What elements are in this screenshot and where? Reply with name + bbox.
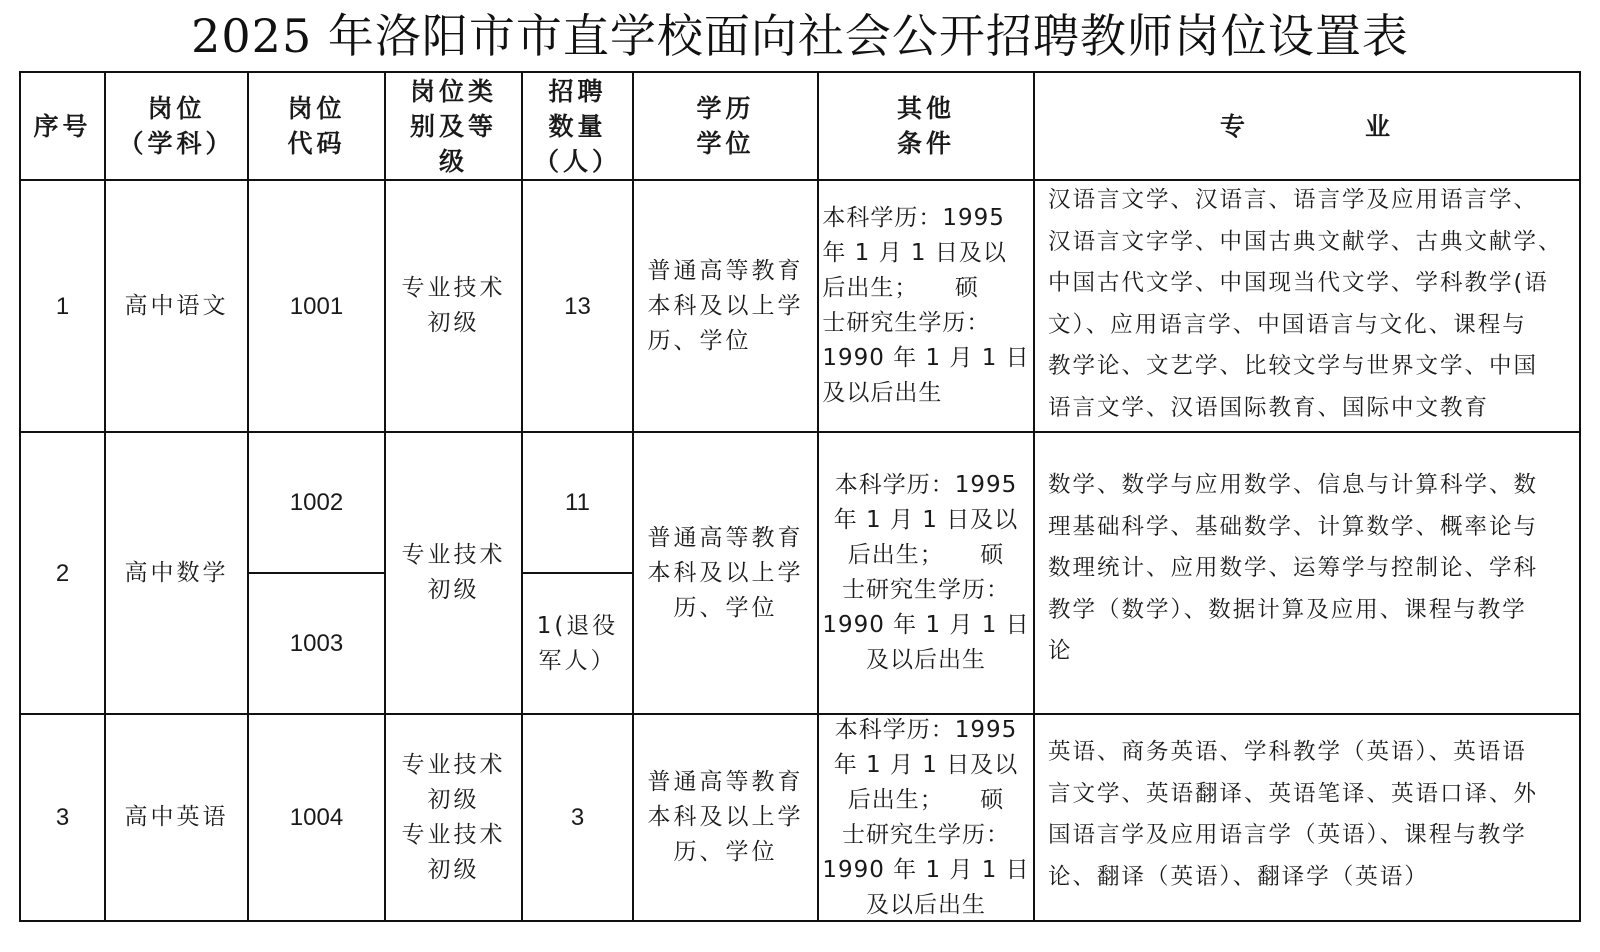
row2-major-line: 教学（数学）、数据计算及应用、课程与教学	[1048, 596, 1527, 623]
row1-other	[818, 180, 1034, 432]
row2-code-b-value: 1003	[289, 630, 344, 657]
header-post-line: 岗位	[147, 94, 206, 123]
row3-other-line: 士研究生学历：	[841, 821, 1010, 848]
row3-other-line: 后出生； 硕	[847, 786, 1005, 813]
header-major	[1034, 72, 1580, 180]
row3-other	[818, 714, 1034, 921]
row1-other-line: 年 1 月 1 日及以	[822, 240, 1007, 266]
header-category-line: 别及等	[409, 111, 497, 141]
header-code-line: 代码	[287, 129, 346, 158]
row1-seq-value: 1	[55, 292, 70, 320]
header-count-line: （人）	[533, 146, 621, 176]
row3-education-line: 普通高等教育	[647, 769, 804, 795]
header-other	[818, 72, 1034, 180]
row2-count-a	[522, 432, 633, 573]
row2-seq	[20, 432, 105, 714]
row1-count	[522, 180, 633, 432]
row2-seq-value: 2	[55, 559, 70, 587]
row2-category	[385, 432, 522, 714]
row1-education-line: 本科及以上学	[647, 292, 804, 319]
row3-post-value: 高中英语	[124, 804, 229, 830]
row2-category-line: 专业技术	[401, 542, 506, 568]
row1-major-line: 汉语言文学、汉语言、语言学及应用语言学、	[1048, 187, 1539, 213]
page-title: 2025 年洛阳市市直学校面向社会公开招聘教师岗位设置表	[191, 9, 1409, 63]
header-other-line: 条件	[896, 129, 955, 158]
row2-code-a	[248, 432, 385, 573]
row1-other-line: 本科学历：1995	[822, 205, 1005, 231]
row2-major-line: 论	[1048, 638, 1073, 664]
row2-other-line: 1990 年 1 月 1 日	[822, 612, 1030, 638]
row1-education	[633, 180, 818, 432]
row1-seq	[20, 180, 105, 432]
row1-other-line: 后出生； 硕	[822, 275, 979, 301]
header-seq	[20, 72, 105, 180]
row1-education-line: 普通高等教育	[647, 257, 804, 284]
row1-major-line: 语言文学、汉语国际教育、国际中文教育	[1048, 394, 1490, 421]
row1-code	[248, 180, 385, 432]
row2-major	[1034, 432, 1580, 714]
row3-other-line: 本科学历：1995	[834, 716, 1018, 743]
row3-category-line: 专业技术	[401, 751, 506, 778]
row2-major-line: 数学、数学与应用数学、信息与计算科学、数	[1048, 472, 1539, 498]
row3-major-line: 论、翻译（英语）、翻译学（英语）	[1048, 863, 1429, 890]
row1-major-line: 文）、应用语言学、中国语言与文化、课程与	[1048, 311, 1527, 338]
row3-post	[105, 714, 248, 921]
row3-education	[633, 714, 818, 921]
row1-major	[1034, 180, 1580, 432]
row3-category	[385, 714, 522, 921]
row2-other-line: 本科学历：1995	[834, 472, 1018, 498]
row2-post-value: 高中数学	[124, 559, 229, 586]
row3-other-line: 年 1 月 1 日及以	[833, 751, 1019, 778]
row3-code	[248, 714, 385, 921]
row1-other-line: 士研究生学历：	[822, 310, 991, 336]
row1-category	[385, 180, 522, 432]
row2-education-line: 历、学位	[673, 594, 778, 621]
row3-seq-value: 3	[55, 804, 70, 831]
row2-education	[633, 432, 818, 714]
row2-other-line: 及以后出生	[865, 647, 986, 673]
header-code-line: 岗位	[287, 94, 346, 123]
row1-other-line: 及以后出生	[822, 380, 943, 406]
row3-other-line: 1990 年 1 月 1 日	[822, 856, 1030, 883]
row2-count-b-line: 军人）	[538, 647, 617, 674]
row2-education-line: 本科及以上学	[647, 559, 804, 586]
row1-major-line: 教学论、文艺学、比较文学与世界文学、中国	[1048, 353, 1539, 379]
header-category-line: 级	[438, 146, 468, 176]
row1-other-line: 1990 年 1 月 1 日	[822, 345, 1030, 371]
header-category	[385, 72, 522, 180]
row2-education-line: 普通高等教育	[647, 524, 804, 551]
header-count	[522, 72, 633, 180]
row2-count-b-line: 1(退役	[536, 612, 619, 639]
row2-category-line: 初级	[427, 577, 480, 603]
row3-other-line: 及以后出生	[865, 891, 986, 918]
row3-count-value: 3	[570, 804, 585, 831]
header-education-line: 学历	[696, 94, 755, 123]
row3-education-line: 本科及以上学	[647, 804, 804, 830]
row3-category-line: 初级	[427, 856, 480, 883]
row3-major-line: 言文学、英语翻译、英语笔译、英语口译、外	[1048, 780, 1539, 807]
row2-other-line: 士研究生学历：	[841, 577, 1010, 603]
row3-seq	[20, 714, 105, 921]
header-category-line: 岗位类	[409, 76, 497, 106]
row1-post-value: 高中语文	[124, 292, 229, 319]
row1-major-line: 汉语言文字学、中国古典文献学、古典文献学、	[1048, 228, 1563, 255]
row1-count-value: 13	[564, 292, 591, 320]
row1-major-line: 中国古代文学、中国现当代文学、学科教学(语	[1048, 270, 1549, 296]
row3-code-value: 1004	[289, 804, 344, 831]
row1-category-line: 专业技术	[401, 275, 506, 301]
row2-code-a-value: 1002	[289, 489, 344, 516]
row3-major	[1034, 714, 1580, 921]
row3-major-line: 英语、商务英语、学科教学（英语）、英语语	[1048, 739, 1527, 765]
header-count-line: 招聘	[548, 76, 607, 106]
row2-major-line: 数理统计、应用数学、运筹学与控制论、学科	[1048, 555, 1539, 581]
row2-major-line: 理基础科学、基础数学、计算数学、概率论与	[1048, 513, 1539, 540]
row1-post	[105, 180, 248, 432]
header-post	[105, 72, 248, 180]
row2-other-line: 后出生； 硕	[847, 542, 1005, 568]
row1-category-line: 初级	[427, 310, 480, 336]
row2-count-a-value: 11	[565, 489, 590, 516]
row3-major-line: 国语言学及应用语言学（英语）、课程与教学	[1048, 822, 1527, 848]
row3-category-line: 初级	[427, 786, 480, 813]
row3-education-line: 历、学位	[673, 839, 778, 865]
row3-category-line: 专业技术	[401, 821, 506, 848]
header-seq-label: 序号	[33, 111, 92, 141]
row2-code-b	[248, 573, 385, 714]
header-post-line: （学科）	[118, 129, 235, 158]
row1-code-value: 1001	[289, 292, 344, 320]
header-education	[633, 72, 818, 180]
header-major-label: 专 业	[1219, 111, 1394, 141]
header-count-line: 数量	[548, 111, 607, 141]
header-code	[248, 72, 385, 180]
row2-count-b	[522, 573, 633, 714]
header-education-line: 学位	[696, 129, 755, 158]
row2-other	[818, 432, 1034, 714]
row2-post	[105, 432, 248, 714]
row3-count	[522, 714, 633, 921]
row2-other-line: 年 1 月 1 日及以	[833, 507, 1019, 533]
row1-education-line: 历、学位	[647, 327, 752, 354]
header-other-line: 其他	[896, 94, 955, 123]
